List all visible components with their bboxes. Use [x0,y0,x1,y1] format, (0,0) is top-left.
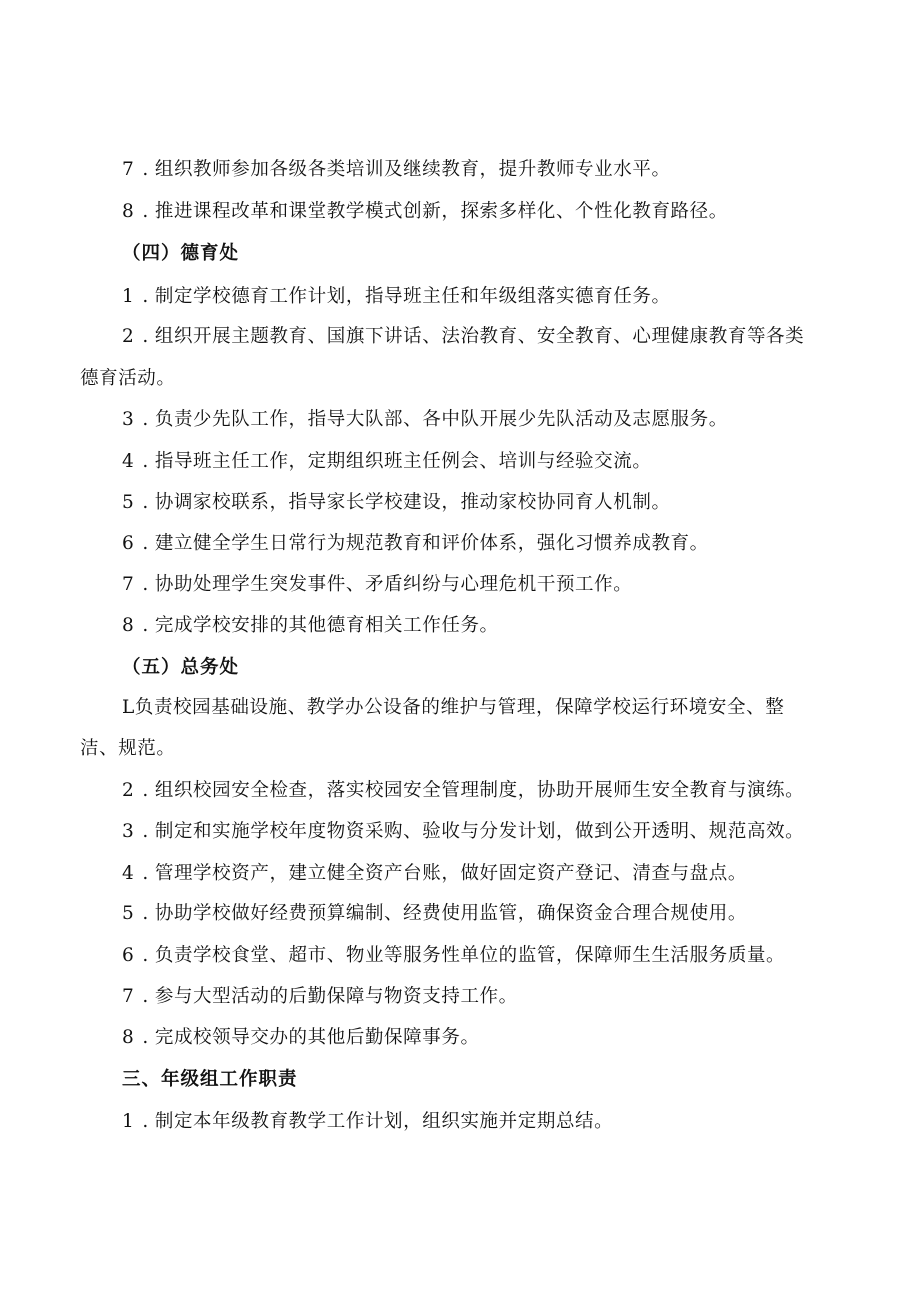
item-number: 5 [122,903,135,924]
list-item: 8 . 推进课程改革和课堂教学模式创新，探索多样化、个性化教育路径。 [122,201,728,222]
item-text: 负责学校食堂、超市、物业等服务性单位的监管，保障师生生活服务质量。 [154,945,786,966]
list-item-continuation: 洁、规范。 [80,738,176,759]
list-item: 4 . 指导班主任工作，定期组织班主任例会、培训与经验交流。 [122,451,652,472]
item-text: 完成学校安排的其他德育相关工作任务。 [154,615,499,636]
section-heading: 三、年级组工作职责 [122,1069,298,1090]
list-item: 7 . 参与大型活动的后勤保障与物资支持工作。 [122,986,518,1007]
list-item: 7 . 协助处理学生突发事件、矛盾纠纷与心理危机干预工作。 [122,574,633,595]
item-number: 5 [122,492,135,513]
item-text: 组织教师参加各级各类培训及继续教育，提升教师专业水平。 [154,159,671,180]
item-text: 组织校园安全检查，落实校园安全管理制度，协助开展师生安全教育与演练。 [154,780,805,801]
item-number: 2 [122,780,135,801]
item-number: 1 [122,1111,135,1132]
item-text: L负责校园基础设施、教学办公设备的维护与管理，保障学校运行环境安全、整 [122,697,785,718]
item-number: 4 [122,451,135,472]
section-heading: （四）德育处 [122,243,240,264]
item-number: 8 [122,615,135,636]
item-number: 1 [122,286,135,307]
item-text: 完成校领导交办的其他后勤保障事务。 [154,1027,480,1048]
item-text: 制定和实施学校年度物资采购、验收与分发计划，做到公开透明、规范高效。 [154,821,805,842]
item-text: 协调家校联系，指导家长学校建设，推动家校协同育人机制。 [154,492,671,513]
item-text: 指导班主任工作，定期组织班主任例会、培训与经验交流。 [154,451,652,472]
item-number: 6 [122,533,135,554]
item-number: 4 [122,863,135,884]
list-item-continuation: 德育活动。 [80,368,176,389]
item-text: 制定学校德育工作计划，指导班主任和年级组落实德育任务。 [154,286,671,307]
list-item: 3 . 负责少先队工作，指导大队部、各中队开展少先队活动及志愿服务。 [122,409,728,430]
item-text: 参与大型活动的后勤保障与物资支持工作。 [154,986,518,1007]
item-text: 制定本年级教育教学工作计划，组织实施并定期总结。 [154,1111,614,1132]
item-number: 7 [122,986,135,1007]
list-item: 5 . 协助学校做好经费预算编制、经费使用监管，确保资金合理合规使用。 [122,903,747,924]
item-number: 3 [122,409,135,430]
list-item: 2 . 组织开展主题教育、国旗下讲话、法治教育、安全教育、心理健康教育等各类 [122,326,805,347]
item-text: 负责少先队工作，指导大队部、各中队开展少先队活动及志愿服务。 [154,409,728,430]
list-item: 1 . 制定本年级教育教学工作计划，组织实施并定期总结。 [122,1111,614,1132]
list-item: 8 . 完成学校安排的其他德育相关工作任务。 [122,615,499,636]
item-text: 协助处理学生突发事件、矛盾纠纷与心理危机干预工作。 [154,574,633,595]
list-item: 6 . 负责学校食堂、超市、物业等服务性单位的监管，保障师生生活服务质量。 [122,945,786,966]
list-item [122,696,784,720]
list-item: 3 . 制定和实施学校年度物资采购、验收与分发计划，做到公开透明、规范高效。 [122,821,805,842]
list-item: 7 . 组织教师参加各级各类培训及继续教育，提升教师专业水平。 [122,159,671,180]
item-number: 7 [122,574,135,595]
item-number: 2 [122,326,135,347]
list-item: 8 . 完成校领导交办的其他后勤保障事务。 [122,1027,480,1048]
list-item: 1 . 制定学校德育工作计划，指导班主任和年级组落实德育任务。 [122,286,671,307]
item-number: 8 [122,1027,135,1048]
item-text: 管理学校资产，建立健全资产台账，做好固定资产登记、清查与盘点。 [154,863,747,884]
item-number: 3 [122,821,135,842]
item-text: 推进课程改革和课堂教学模式创新，探索多样化、个性化教育路径。 [154,201,728,222]
list-item: 4 . 管理学校资产，建立健全资产台账，做好固定资产登记、清查与盘点。 [122,863,747,884]
item-text: 组织开展主题教育、国旗下讲话、法治教育、安全教育、心理健康教育等各类 [154,326,805,347]
item-text: 建立健全学生日常行为规范教育和评价体系，强化习惯养成教育。 [154,533,709,554]
list-item: 5 . 协调家校联系，指导家长学校建设，推动家校协同育人机制。 [122,492,671,513]
item-number: 6 [122,945,135,966]
item-number: 8 [122,201,135,222]
section-heading: （五）总务处 [122,657,240,678]
item-text: 协助学校做好经费预算编制、经费使用监管，确保资金合理合规使用。 [154,903,747,924]
list-item: 2 . 组织校园安全检查，落实校园安全管理制度，协助开展师生安全教育与演练。 [122,780,805,801]
list-item: 6 . 建立健全学生日常行为规范教育和评价体系，强化习惯养成教育。 [122,533,709,554]
item-number: 7 [122,159,135,180]
